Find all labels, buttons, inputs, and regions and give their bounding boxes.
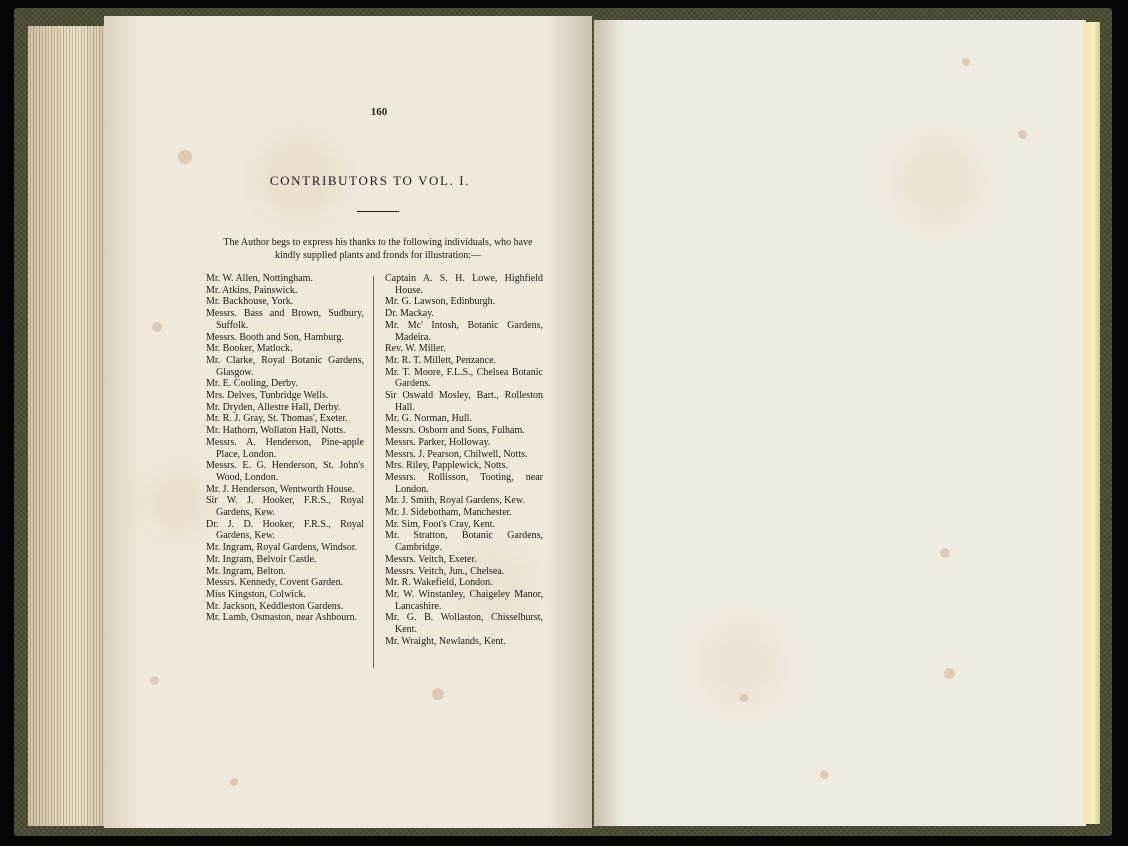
contributor-entry: Mr. Ingram, Belvoir Castle. [206,553,317,565]
contributor-entry: Messrs. E. G. Henderson, St. John's Wood, London. [206,460,364,483]
contributor-entry: Mr. Backhouse, York. [206,296,294,308]
contributor-entry: Sir Oswald Mosley, Bart., Rolleston Hall. [385,390,543,413]
foxing-spot [178,150,192,164]
foxing-spot [1018,130,1027,139]
contributor-entry: Sir W. J. Hooker, F.R.S., Royal Gardens, Kew. [206,495,364,519]
contributor-entry: Messrs. J. Pearson, Chilwell, Notts. [385,448,528,460]
foxing-spot [150,676,159,685]
contributor-entry: Mr. Lamb, Osmaston, near Ashbourn. [206,612,358,624]
contributor-entry: Mr. R. J. Gray, St. Thomas', Exeter. [206,413,348,425]
contributor-entry: Mr. Booker, Matlock. [206,343,293,355]
page-heading: CONTRIBUTORS TO VOL. I. [269,173,471,188]
contributor-entry: Mr. Ingram, Belton. [206,565,286,577]
contributor-entry: Mr. J. Sidebotham, Manchester. [385,507,512,519]
contributor-entry: Mr. Jackson, Keddleston Gardens. [206,600,344,612]
contributor-entry: Mrs. Riley, Papplewick, Notts. [385,460,508,472]
contributor-entry: Mr. Atkins, Painswick. [206,284,298,296]
contributor-entry: Mr. Sim, Foot's Cray, Kent. [385,518,496,530]
contributor-entry: Messrs. Veitch, Jun., Chelsea. [385,565,505,577]
foxing-spot [432,688,444,700]
contributor-entry: Messrs. Osborn and Sons, Fulham. [385,425,525,437]
intro-paragraph: The Author begs to express his thanks to the following individuals, who have kindly supplied plants and fronds for illustration:— [223,237,533,261]
contributor-entry: Captain A. S. H. Lowe, Highfield House. [385,273,543,296]
contributor-entry: Messrs. A. Henderson, Pine-apple Place, London. [206,436,364,460]
contributor-entry: Mr. Mc' Intosh, Botanic Gardens, Madeira. [385,319,543,343]
contributor-entry: Dr. J. D. Hooker, F.R.S., Royal Gardens, Kew. [206,518,364,542]
contributors-left-column [206,273,364,624]
contributor-entry: Mr. T. Moore, F.L.S., Chelsea Botanic Gardens. [385,366,543,390]
contributor-entry: Mr. R. T. Millett, Penzance. [385,354,497,366]
contributor-entry: Messrs. Parker, Holloway. [385,436,491,448]
contributor-entry: Mr. R. Wakefield, London. [385,577,493,589]
contributor-entry: Mr. Dryden, Allestre Hall, Derby. [206,401,341,413]
foxing-spot [820,770,829,779]
contributor-entry: Mr. Hathorn, Wollaton Hall, Notts. [206,425,346,437]
foxing-spot [152,322,162,332]
foxing-spot [940,548,950,558]
contributor-entry: Mr. G. Norman, Hull. [385,413,472,425]
contributor-entry: Mr. G. Lawson, Edinburgh. [385,296,496,308]
contributor-entry: Messrs. Rollisson, Tooting, near London. [385,471,543,495]
contributor-entry: Mr. E. Cooling, Derby. [206,378,298,390]
contributor-entry: Mr. Stratton, Botanic Gardens, Cambridge. [385,530,543,554]
contributor-entry: Mr. Clarke, Royal Botanic Gardens, Glasgow. [206,354,364,378]
foxing-spot [230,778,238,786]
heading-rule [357,211,399,212]
contributor-entry: Mr. W. Allen, Nottingham. [206,273,313,284]
contributor-entry: Messrs. Veitch, Exeter. [385,553,477,565]
contributor-entry: Rev. W. Miller. [385,343,446,355]
contributor-entry: Dr. Mackay. [385,308,435,320]
page-stack-shade [28,26,110,826]
contributor-entry: Messrs. Kennedy, Covent Garden. [206,577,344,589]
contributor-entry: Messrs. Booth and Son, Hamburg. [206,331,344,343]
foxing-spot [944,668,955,679]
contributor-entry: Mr. J. Henderson, Wentworth House. [206,483,355,495]
contributor-entry: Miss Kingston, Colwick. [206,588,307,600]
column-divider [373,276,374,668]
contributors-right-column [385,273,543,648]
contributor-entry: Mr. J. Smith, Royal Gardens, Kew. [385,495,525,507]
contributor-entry: Mr. Wraight, Newlands, Kent. [385,635,506,647]
right-page-blank [594,20,1086,826]
foxing-spot [740,694,748,702]
contributor-entry: Mr. G. B. Wollaston, Chisselhurst, Kent. [385,612,543,636]
contributor-entry: Mrs. Delves, Tunbridge Wells. [206,390,329,402]
contributor-entry: Mr. W. Winstanley, Chaigeley Manor, Lancashire. [385,588,543,612]
contributor-entry: Mr. Ingram, Royal Gardens, Windsor. [206,542,358,554]
page-number: 160 [370,106,388,118]
foxing-spot [962,58,970,66]
contributor-entry: Messrs. Bass and Brown, Sudbury, Suffolk. [206,308,364,331]
right-page-edge [1084,22,1100,824]
